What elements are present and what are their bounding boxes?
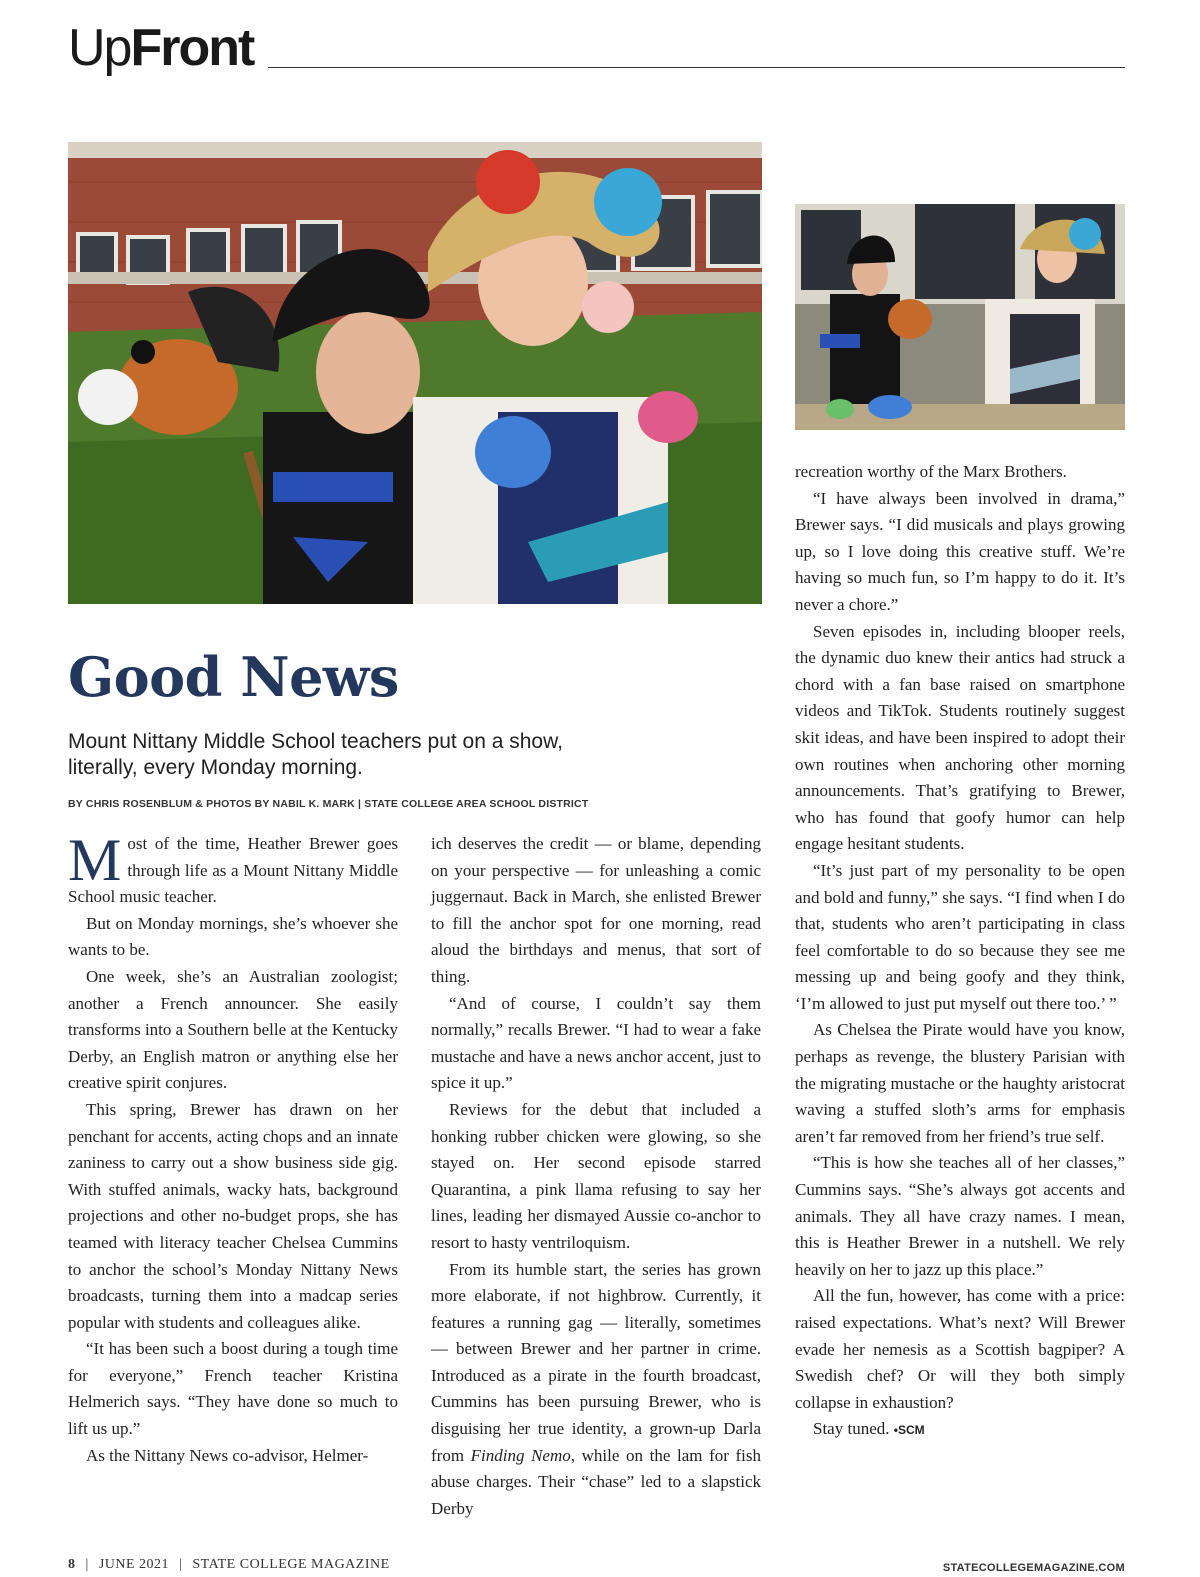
footer-website: STATECOLLEGEMAGAZINE.COM (942, 1562, 1125, 1574)
paragraph: But on Monday mornings, she’s whoever she wants to be. (68, 913, 398, 960)
paragraph: This spring, Brewer has drawn on her penchant for accents, acting chops and an innate zaniness to carry out a show business side gig. With stuffed animals, wacky hats, background projections and other no-budget props, she has teamed with literacy teacher Chelsea Cummins to anchor the school’s Monday Nittany News broadcasts, turning them into a madcap series popular with students and colleagues alike. (68, 1099, 398, 1332)
section-header (68, 18, 253, 78)
side-photo (795, 204, 1125, 430)
main-photo (68, 142, 762, 604)
paragraph (68, 827, 398, 911)
footer-separator: | (179, 1557, 183, 1572)
text-column-2 (431, 831, 761, 1522)
section-header-up: Up (68, 19, 131, 77)
text-column-3 (795, 459, 1125, 1444)
paragraph: “And of course, I couldn’t say them normally,” recalls Brewer. “I had to wear a fake mustache and have a news anchor accent, just to spice it up.” (431, 993, 761, 1093)
paragraph: “I have always been involved in drama,” Brewer says. “I did musicals and plays growing up, so I love doing this creative stuff. We’re having so much fun, so I’m happy to do it. It’s never a chore.” (795, 488, 1125, 614)
paragraph-text: From its humble start, the series has grown more elaborate, if not highbrow. Currently, it features a running gag — literally, sometimes — between Brewer and her partner in crime. Introduced as a pirate in the fourth broadcast, Cummins has been pursuing Brewer, who is disguising her true identity, a grown-up Darla from (431, 1259, 761, 1465)
end-mark: •SCM (893, 1423, 925, 1438)
article-byline: BY CHRIS ROSENBLUM & PHOTOS BY NABIL K. MARK | STATE COLLEGE AREA SCHOOL DISTRICT (68, 798, 589, 810)
paragraph: As the Nittany News co-advisor, Helmer- (86, 1445, 369, 1465)
paragraph: recreation worthy of the Marx Brothers. (795, 462, 1067, 481)
film-title: Finding Nemo (470, 1445, 571, 1465)
footer-folio (68, 1557, 390, 1573)
paragraph: Seven episodes in, including blooper reels, the dynamic duo knew their antics had struck a chord with a fan base raised on smartphone videos and TikTok. Students routinely suggest skit ideas, and have been inspired to adopt their own routines when anchoring other morning announcements. That’s gratifying to Brewer, who has found that goofy humor can help engage hesitant students. (795, 621, 1125, 854)
section-header-front: Front (130, 19, 254, 77)
issue-date: JUNE 2021 (98, 1557, 170, 1572)
header-rule (268, 67, 1125, 68)
footer-separator: | (85, 1557, 89, 1572)
drop-cap: M (68, 827, 122, 893)
paragraph-text: , while on the lam for fish abuse charges. Their “chase” led to a slapstick Derby (431, 1445, 761, 1518)
page-number: 8 (68, 1557, 76, 1572)
paragraph: As Chelsea the Pirate would have you know, perhaps as revenge, the blustery Parisian with the migrating mustache or the haughty aristocrat waving a stuffed sloth’s arms for emphasis aren’t far removed from her friend’s true self. (795, 1020, 1125, 1146)
text-column-1 (68, 827, 398, 1469)
paragraph (431, 1257, 761, 1523)
article-deck: Mount Nittany Middle School teachers put on a show, literally, every Monday morning. (68, 730, 563, 779)
paragraph-text: Stay tuned. (813, 1419, 890, 1439)
paragraph: “It has been such a boost during a tough time for everyone,” French teacher Kristina Helmerich says. “They have done so much to lift us up.” (68, 1339, 398, 1439)
paragraph: “It’s just part of my personality to be open and bold and funny,” she says. “I find when I do that, students who aren’t participating in class feel comfortable to do so because they see me messing up and being goofy and they think, ‘I’m allowed to just put myself out there too.’ ” (795, 860, 1125, 1013)
paragraph: “This is how she teaches all of her classes,” Cummins says. “She’s always got accents and animals. They all have crazy names. I mean, this is Heather Brewer in a nutshell. We rely heavily on her to jazz up this place.” (795, 1153, 1125, 1279)
paragraph: All the fun, however, has come with a price: raised expectations. What’s next? Will Brewer evade her nemesis as a Scottish bagpiper? A Swedish chef? Or will they both simply collapse in exhaustion? (795, 1286, 1125, 1412)
magazine-name: STATE COLLEGE MAGAZINE (192, 1557, 390, 1572)
paragraph: One week, she’s an Australian zoologist; another a French announcer. She easily transforms into a Southern belle at the Kentucky Derby, an English matron or anything else her creative spirit conjures. (68, 966, 398, 1093)
paragraph: Reviews for the debut that included a honking rubber chicken were glowing, so she stayed on. Her second episode starred Quarantina, a pink llama refusing to say her lines, leading her dismayed Aussie co-anchor to resort to hasty ventriloquism. (431, 1099, 761, 1252)
paragraph (795, 1416, 1125, 1444)
paragraph-text: ost of the time, Heather Brewer goes through life as a Mount Nittany Middle School music teacher. (68, 834, 398, 907)
article-headline: Good News (68, 645, 399, 709)
paragraph: ich deserves the credit — or blame, depending on your perspective — for unleashing a comic juggernaut. Back in March, she enlisted Brewer to fill the anchor spot for one morning, read aloud the birthdays and menus, that sort of thing. (431, 834, 761, 986)
